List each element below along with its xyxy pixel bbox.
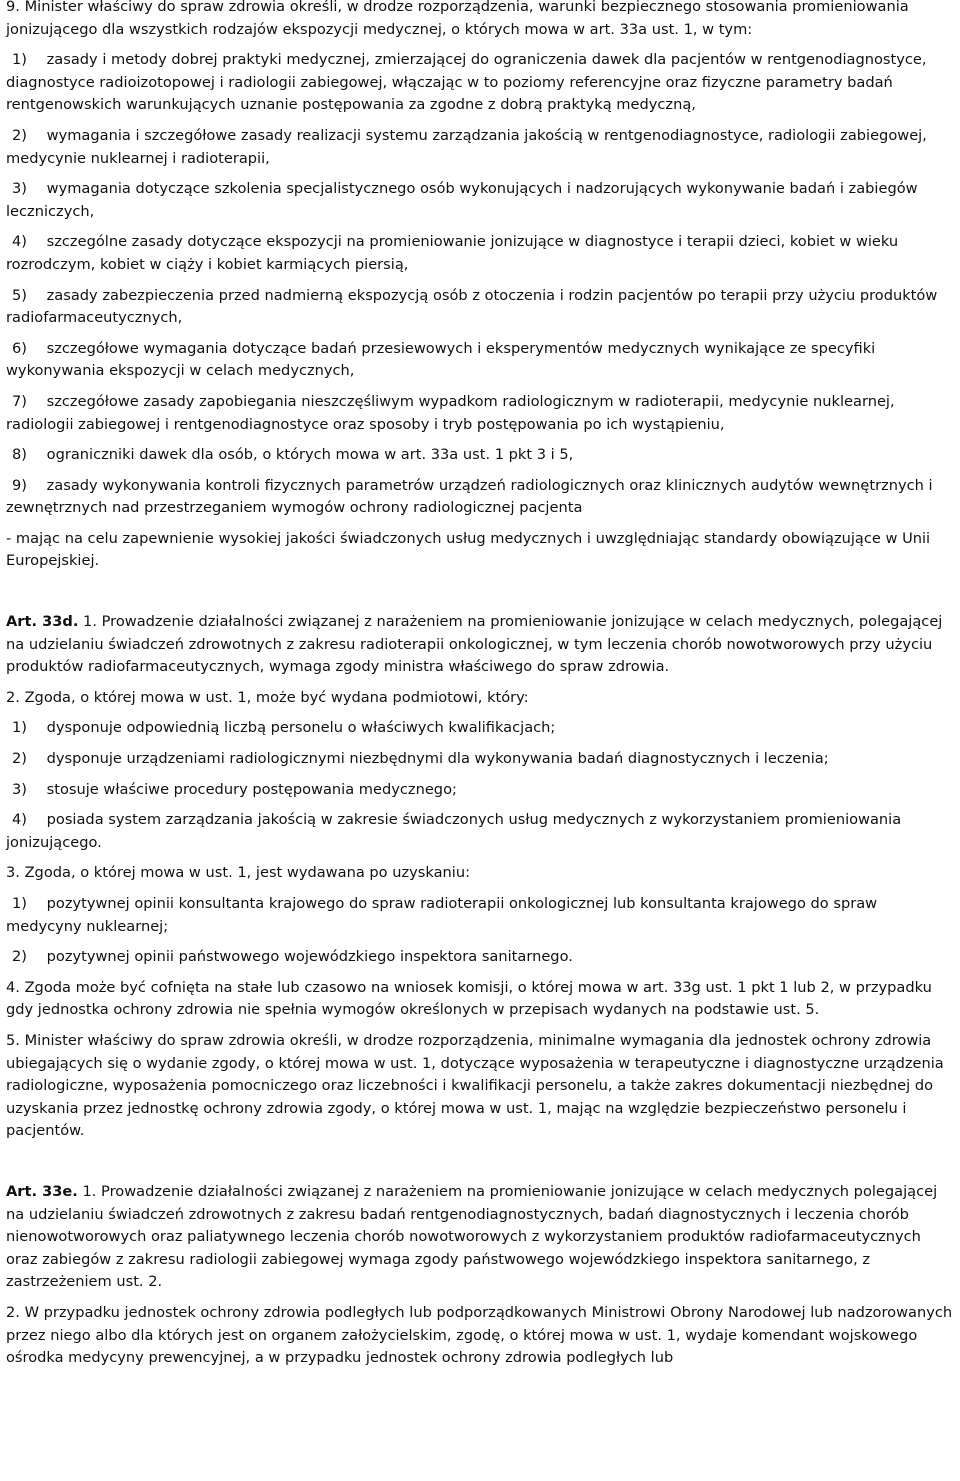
list-item: 8) ograniczniki dawek dla osób, o których mowa w art. 33a ust. 1 pkt 3 i 5,	[12, 446, 574, 464]
list-item: 4) posiada system zarządzania jakością w zakresie świadczonych usług medycznych z wykorzystaniem promieniowania jonizującego.	[6, 811, 902, 851]
article-33d-paragraph-4: 4. Zgoda może być cofnięta na stałe lub czasowo na wniosek komisji, o której mowa w art. 33g ust. 1 pkt 1 lub 2, w przypadku gdy jednostka ochrony zdrowia nie spełnia wymogów określonych w przepisach wydanych na podstawie ust. 5.	[6, 978, 932, 1019]
section-9-intro: 9. Minister właściwy do spraw zdrowia określi, w drodze rozporządzenia, warunki bezpiecznego stosowania promieniowania jonizującego dla wszystkich rodzajów ekspozycji medycznej, o których mowa w art. 33a ust. 1, w tym:	[6, 0, 909, 38]
article-33d-paragraph-3: 3. Zgoda, o której mowa w ust. 1, jest wydawana po uzyskaniu:	[6, 864, 470, 882]
list-item: 5) zasady zabezpieczenia przed nadmierną ekspozycją osób z otoczenia i rodzin pacjentów po terapii przy użyciu produktów radiofarmaceutycznych,	[6, 286, 938, 327]
article-spacer	[6, 1151, 956, 1181]
list-item: 2) wymagania i szczegółowe zasady realizacji systemu zarządzania jakością w rentgenodiagnostyce, radiologii zabiegowej, medycynie nuklearnej i radioterapii,	[6, 126, 927, 167]
list-item: 7) szczegółowe zasady zapobiegania nieszczęśliwym wypadkom radiologicznym w radioterapii, medycynie nuklearnej, radiologii zabiegowej i rentgenodiagnostyce oraz sposoby i tryb postępowania po ich wystąpieniu,	[6, 392, 895, 433]
article-33d-paragraph-2: 2. Zgoda, o której mowa w ust. 1, może być wydana podmiotowi, który:	[6, 688, 529, 706]
list-item: 1) pozytywnej opinii konsultanta krajowego do spraw radioterapii onkologicznej lub konsultanta krajowego do spraw medycyny nuklearnej;	[6, 895, 878, 935]
list-item: 3) wymagania dotyczące szkolenia specjalistycznego osób wykonujących i nadzorujących wykonywanie badań i zabiegów leczniczych,	[6, 180, 918, 220]
article-33d-paragraph-3-list	[6, 893, 956, 969]
list-item: 9) zasady wykonywania kontroli fizycznych parametrów urządzeń radiologicznych oraz klinicznych audytów wewnętrznych i zewnętrznych nad przestrzeganiem wymogów ochrony radiologicznej pacjenta	[6, 476, 933, 517]
document-page	[6, 0, 956, 1378]
list-item: 4) szczególne zasady dotyczące ekspozycji na promieniowanie jonizujące w diagnostyce i terapii dzieci, kobiet w wieku rozrodczym, kobiet w ciąży i kobiet karmiących piersią,	[6, 233, 899, 273]
article-33d-paragraph-2-list	[6, 717, 956, 854]
list-item: 3) stosuje właściwe procedury postępowania medycznego;	[12, 780, 457, 798]
list-item: 6) szczegółowe wymagania dotyczące badań przesiewowych i eksperymentów medycznych wynikające ze specyfiki wykonywania ekspozycji w celach medycznych,	[6, 339, 876, 380]
article-33e-heading: Art. 33e.	[6, 1182, 78, 1200]
article-33e-paragraph-2: 2. W przypadku jednostek ochrony zdrowia podległych lub podporządkowanych Ministrowi Obrony Narodowej lub nadzorowanych przez niego albo dla których jest on organem założycielskim, zgodę, o której mowa w ust. 1, wydaje komendant wojskowego ośrodka medycyny prewencyjnej, a w przypadku jednostek ochrony zdrowia podległych lub	[6, 1303, 953, 1367]
list-item: 1) dysponuje odpowiednią liczbą personelu o właściwych kwalifikacjach;	[12, 719, 556, 737]
article-33d-paragraph-1: Art. 33d. 1. Prowadzenie działalności związanej z narażeniem na promieniowanie jonizujące w celach medycznych, polegającej na udzielaniu świadczeń zdrowotnych z zakresu radioterapii onkologicznej, w tym leczenia chorób nowotworowych przy użyciu produktów radiofarmaceutycznych, wymaga zgody ministra właściwego do spraw zdrowia.	[6, 613, 943, 676]
list-item: 2) dysponuje urządzeniami radiologicznymi niezbędnymi dla wykonywania badań diagnostycznych i leczenia;	[12, 750, 829, 768]
article-33e-paragraph-1: Art. 33e. 1. Prowadzenie działalności związanej z narażeniem na promieniowanie jonizujące w celach medycznych polegającej na udzielaniu świadczeń zdrowotnych z zakresu badań rentgenodiagnostycznych, badań diagnostycznych i leczenia chorób nienowotworowych oraz paliatywnego leczenia chorób nowotworowych z wykorzystaniem produktów radiofarmaceutycznych oraz zabiegów z zakresu radiologii zabiegowej wymaga zgody państwowego wojewódzkiego inspektora sanitarnego, z zastrzeżeniem ust. 2.	[6, 1182, 938, 1291]
article-33d-paragraph-5: 5. Minister właściwy do spraw zdrowia określi, w drodze rozporządzenia, minimalne wymagania dla jednostek ochrony zdrowia ubiegających się o wydanie zgody, o której mowa w ust. 1, dotyczące wyposażenia w terapeutyczne i diagnostyczne urządzenia radiologiczne, wyposażenia pomocniczego oraz liczebności i kwalifikacji personelu, a także zakres dokumentacji niezbędnej do uzyskania przez jednostkę ochrony zdrowia zgody, o której mowa w ust. 1, mając na względzie bezpieczeństwo personelu i pacjentów.	[6, 1031, 944, 1140]
list-item: 2) pozytywnej opinii państwowego wojewódzkiego inspektora sanitarnego.	[12, 948, 573, 966]
article-spacer	[6, 581, 956, 611]
section-9-closing: - mając na celu zapewnienie wysokiej jakości świadczonych usług medycznych i uwzględniając standardy obowiązujące w Unii Europejskiej.	[6, 529, 931, 570]
list-item: 1) zasady i metody dobrej praktyki medycznej, zmierzającej do ograniczenia dawek dla pacjentów w rentgenodiagnostyce, diagnostyce radioizotopowej i radiologii zabiegowej, włączając w to poziomy referencyjne oraz fizyczne parametry badań rentgenowskich warunkujących uznanie postępowania za zgodne z dobrą praktyką medyczną,	[6, 51, 927, 114]
article-33d-heading: Art. 33d.	[6, 613, 79, 631]
section-9-list	[6, 49, 956, 520]
